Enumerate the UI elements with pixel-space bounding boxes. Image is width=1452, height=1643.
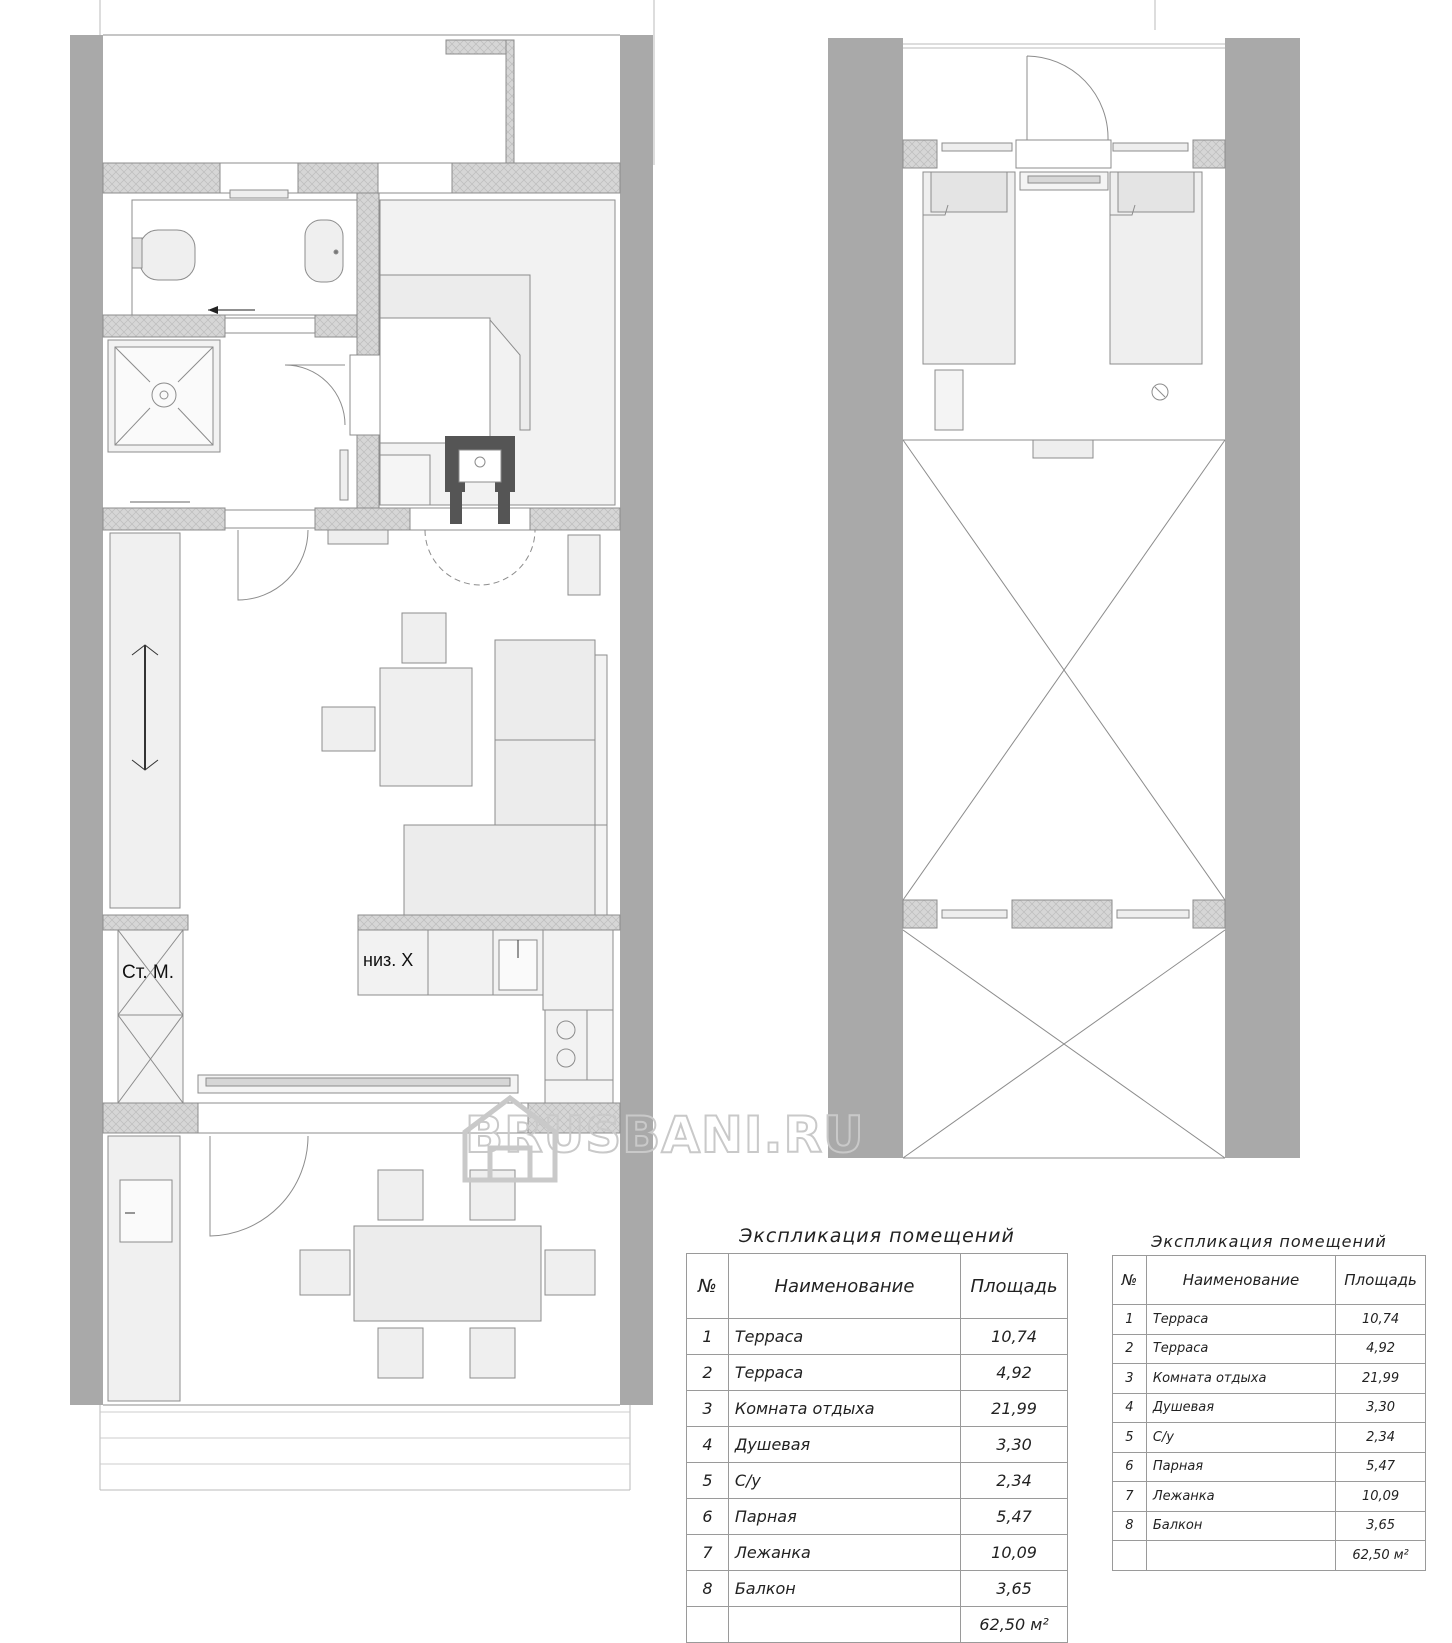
table-row	[1113, 1334, 1426, 1364]
table-row	[1113, 1452, 1426, 1482]
header-name: Наименование	[728, 1254, 960, 1319]
table-row	[687, 1319, 1068, 1355]
room-area: 3,30	[1336, 1393, 1426, 1423]
header-name: Наименование	[1146, 1256, 1335, 1305]
room-name: Парная	[728, 1499, 960, 1535]
toilet	[140, 230, 195, 280]
room-number: 7	[1113, 1482, 1147, 1512]
header-number: №	[687, 1254, 729, 1319]
room-area: 10,09	[961, 1535, 1068, 1571]
room-area: 10,09	[1336, 1482, 1426, 1512]
room-name: Терраса	[1146, 1334, 1335, 1364]
room-number: 4	[687, 1427, 729, 1463]
dining-table	[380, 668, 472, 786]
room-name: С/у	[1146, 1423, 1335, 1453]
room-name: Балкон	[1146, 1511, 1335, 1541]
room-name: Терраса	[1146, 1305, 1335, 1335]
lower-cabinets-label: низ. Х	[363, 950, 414, 970]
room-area: 3,65	[961, 1571, 1068, 1607]
attic-floor-plan	[828, 0, 1300, 1158]
attic-left-wall	[828, 38, 903, 1158]
room-number: 1	[687, 1319, 729, 1355]
room-name: Комната отдыха	[728, 1391, 960, 1427]
right-outer-wall	[620, 35, 653, 1405]
table-row	[1113, 1393, 1426, 1423]
room-number: 7	[687, 1535, 729, 1571]
ground-floor-plan	[70, 0, 654, 1490]
total-area: 62,50 м²	[961, 1607, 1068, 1643]
room-area: 3,65	[1336, 1511, 1426, 1541]
room-area: 21,99	[961, 1391, 1068, 1427]
room-number: 1	[1113, 1305, 1147, 1335]
table-row	[687, 1499, 1068, 1535]
attic-right-wall	[1225, 38, 1300, 1158]
room-number: 3	[687, 1391, 729, 1427]
explication-title: Экспликация помещений	[1151, 1232, 1387, 1251]
room-area: 10,74	[1336, 1305, 1426, 1335]
room-number: 5	[1113, 1423, 1147, 1453]
room-name: Терраса	[728, 1355, 960, 1391]
table-row	[687, 1571, 1068, 1607]
explication-table-large	[686, 1225, 1068, 1643]
room-number: 8	[1113, 1511, 1147, 1541]
table-row	[687, 1391, 1068, 1427]
room-area: 4,92	[961, 1355, 1068, 1391]
explication-grid	[1112, 1255, 1426, 1571]
table-row	[687, 1463, 1068, 1499]
table-row	[1113, 1511, 1426, 1541]
table-row	[1113, 1482, 1426, 1512]
room-number: 8	[687, 1571, 729, 1607]
table-row	[687, 1427, 1068, 1463]
room-area: 2,34	[961, 1463, 1068, 1499]
room-area: 5,47	[961, 1499, 1068, 1535]
total-row	[1113, 1541, 1426, 1571]
room-number: 2	[687, 1355, 729, 1391]
room-area: 4,92	[1336, 1334, 1426, 1364]
room-name: Балкон	[728, 1571, 960, 1607]
terrace-sink	[120, 1180, 172, 1242]
explication-table-small	[1112, 1232, 1426, 1571]
room-area: 2,34	[1336, 1423, 1426, 1453]
table-row	[1113, 1364, 1426, 1394]
room-name: Парная	[1146, 1452, 1335, 1482]
total-row	[687, 1607, 1068, 1643]
room-number: 5	[687, 1463, 729, 1499]
left-outer-wall	[70, 35, 103, 1405]
header-row	[687, 1254, 1068, 1319]
room-name: С/у	[728, 1463, 960, 1499]
room-name: Лежанка	[1146, 1482, 1335, 1512]
room-name: Терраса	[728, 1319, 960, 1355]
room-number: 6	[1113, 1452, 1147, 1482]
table-row	[687, 1355, 1068, 1391]
terrace-table	[354, 1226, 541, 1321]
room-name: Душевая	[1146, 1393, 1335, 1423]
header-row	[1113, 1256, 1426, 1305]
room-name: Душевая	[728, 1427, 960, 1463]
room-number: 6	[687, 1499, 729, 1535]
room-number: 3	[1113, 1364, 1147, 1394]
room-number: 4	[1113, 1393, 1147, 1423]
header-number: №	[1113, 1256, 1147, 1305]
explication-title: Экспликация помещений	[739, 1225, 1015, 1247]
room-area: 10,74	[961, 1319, 1068, 1355]
table-row	[1113, 1305, 1426, 1335]
header-area: Площадь	[961, 1254, 1068, 1319]
room-name: Комната отдыха	[1146, 1364, 1335, 1394]
sofa	[495, 640, 595, 835]
room-area: 3,30	[961, 1427, 1068, 1463]
room-area: 21,99	[1336, 1364, 1426, 1394]
table-row	[687, 1535, 1068, 1571]
room-number: 2	[1113, 1334, 1147, 1364]
watermark-text: BRUSBANI.RU	[465, 1106, 865, 1164]
table-row	[1113, 1423, 1426, 1453]
room-name: Лежанка	[728, 1535, 960, 1571]
room-area: 5,47	[1336, 1452, 1426, 1482]
header-area: Площадь	[1336, 1256, 1426, 1305]
total-area: 62,50 м²	[1336, 1541, 1426, 1571]
washer-label: Ст. М.	[122, 962, 174, 983]
explication-grid	[686, 1253, 1068, 1643]
